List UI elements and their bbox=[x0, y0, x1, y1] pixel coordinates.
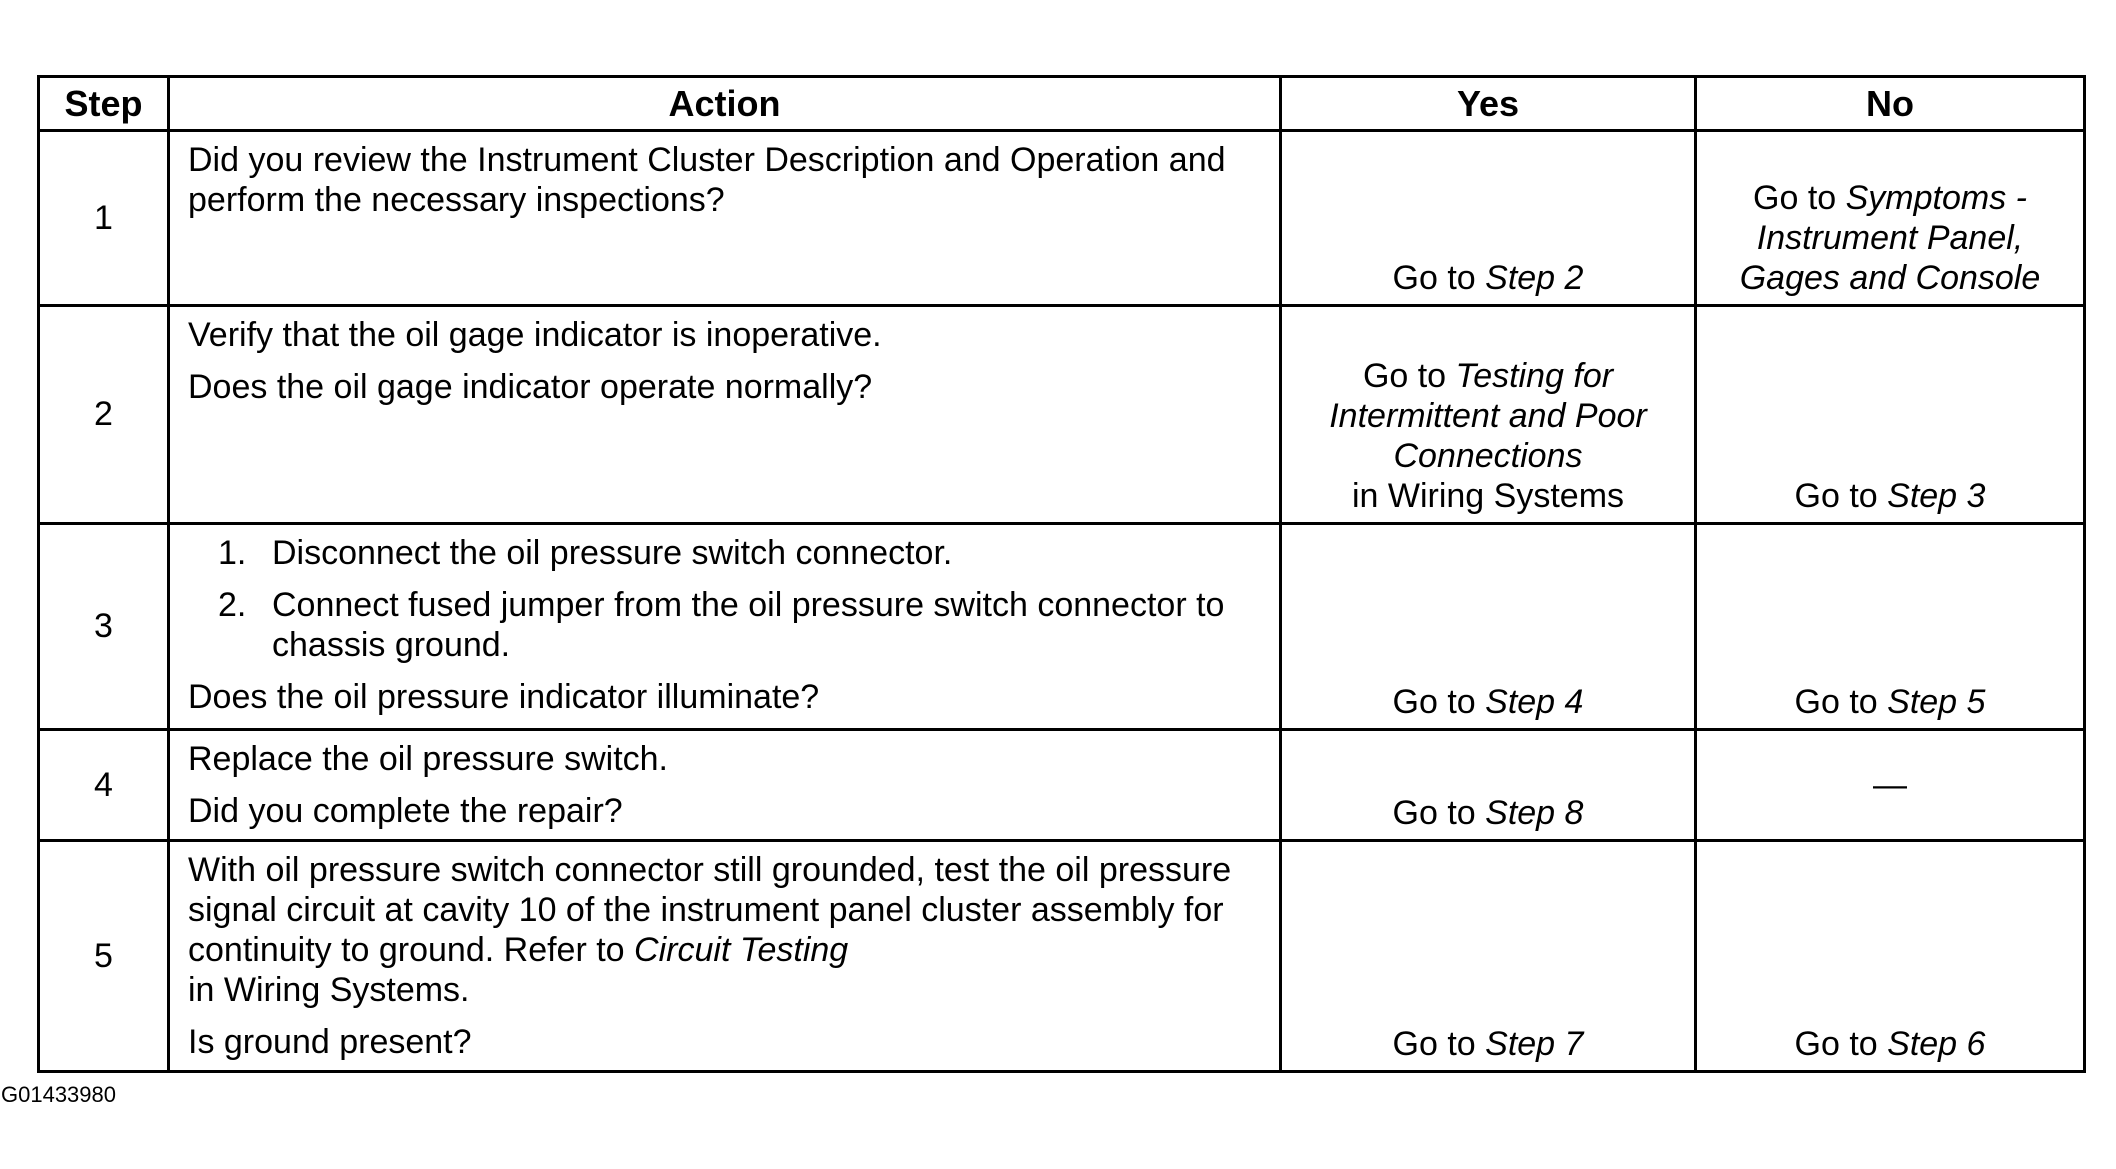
step-number: 4 bbox=[39, 730, 169, 841]
yes-cell bbox=[1281, 841, 1696, 1072]
no-prefix: Go to bbox=[1794, 683, 1888, 721]
action-text: Replace the oil pressure switch. bbox=[188, 740, 669, 778]
no-dash: — bbox=[1873, 766, 1907, 804]
header-action: Action bbox=[169, 77, 1281, 131]
yes-cell bbox=[1281, 306, 1696, 524]
no-link[interactable]: Step 6 bbox=[1887, 1025, 1986, 1063]
no-prefix: Go to bbox=[1753, 179, 1846, 217]
header-step: Step bbox=[39, 77, 169, 131]
yes-cell bbox=[1281, 730, 1696, 841]
table-row bbox=[39, 841, 2085, 1072]
list-item-text: Connect fused jumper from the oil pressure switch connector to chassis ground. bbox=[272, 586, 1225, 664]
action-cell bbox=[169, 524, 1281, 730]
no-link[interactable]: Step 5 bbox=[1887, 683, 1986, 721]
action-question: Did you complete the repair? bbox=[188, 792, 623, 830]
yes-link[interactable]: Testing for Intermittent and Poor Connections bbox=[1329, 357, 1647, 475]
yes-link[interactable]: Step 2 bbox=[1485, 259, 1584, 297]
no-cell bbox=[1696, 306, 2085, 524]
list-item bbox=[188, 585, 1261, 665]
no-cell bbox=[1696, 524, 2085, 730]
yes-prefix: Go to bbox=[1392, 259, 1486, 297]
action-question: Does the oil gage indicator operate normally? bbox=[188, 368, 873, 406]
yes-prefix: Go to bbox=[1392, 794, 1486, 832]
list-item bbox=[188, 533, 1261, 573]
yes-link[interactable]: Step 4 bbox=[1485, 683, 1584, 721]
yes-link[interactable]: Step 7 bbox=[1485, 1025, 1584, 1063]
no-link[interactable]: Symptoms - Instrument Panel, Gages and Console bbox=[1739, 179, 2041, 297]
yes-prefix: Go to bbox=[1362, 357, 1456, 395]
action-link[interactable]: Circuit Testing bbox=[634, 931, 849, 969]
yes-prefix: Go to bbox=[1392, 1025, 1486, 1063]
table-header-row bbox=[39, 77, 2085, 131]
table-row bbox=[39, 306, 2085, 524]
action-cell bbox=[169, 841, 1281, 1072]
yes-prefix: Go to bbox=[1392, 683, 1486, 721]
action-cell bbox=[169, 306, 1281, 524]
action-text: Verify that the oil gage indicator is inoperative. bbox=[188, 316, 882, 354]
action-text-pre: With oil pressure switch connector still grounded, test the oil pressure signal circuit at cavity 10 of the instrument panel cluster assembly for continuity to ground. Refer to bbox=[188, 851, 1232, 969]
action-question: Does the oil pressure indicator illuminate? bbox=[188, 678, 820, 716]
no-cell bbox=[1696, 730, 2085, 841]
no-link[interactable]: Step 3 bbox=[1887, 477, 1986, 515]
yes-suffix: in Wiring Systems bbox=[1351, 477, 1625, 515]
table-row bbox=[39, 524, 2085, 730]
table-row bbox=[39, 730, 2085, 841]
action-cell bbox=[169, 730, 1281, 841]
step-number: 2 bbox=[39, 306, 169, 524]
action-cell bbox=[169, 131, 1281, 306]
step-number: 3 bbox=[39, 524, 169, 730]
no-cell bbox=[1696, 841, 2085, 1072]
action-text bbox=[188, 850, 1261, 1010]
action-steps-list bbox=[188, 533, 1261, 665]
no-prefix: Go to bbox=[1794, 1025, 1888, 1063]
figure-id: G01433980 bbox=[1, 1082, 116, 1107]
yes-cell bbox=[1281, 524, 1696, 730]
step-number: 1 bbox=[39, 131, 169, 306]
yes-cell bbox=[1281, 131, 1696, 306]
diagnostic-table bbox=[37, 75, 2086, 1073]
yes-link[interactable]: Step 8 bbox=[1485, 794, 1584, 832]
action-text-post: in Wiring Systems. bbox=[188, 971, 470, 1009]
action-question: Is ground present? bbox=[188, 1023, 472, 1061]
header-no: No bbox=[1696, 77, 2085, 131]
step-number: 5 bbox=[39, 841, 169, 1072]
no-cell bbox=[1696, 131, 2085, 306]
list-item-text: Disconnect the oil pressure switch connector. bbox=[272, 534, 953, 572]
action-text: Did you review the Instrument Cluster Description and Operation and perform the necessary inspections? bbox=[188, 141, 1226, 219]
header-yes: Yes bbox=[1281, 77, 1696, 131]
list-item-number: 1. bbox=[218, 534, 247, 572]
no-prefix: Go to bbox=[1794, 477, 1888, 515]
table-row bbox=[39, 131, 2085, 306]
list-item-number: 2. bbox=[218, 586, 247, 624]
